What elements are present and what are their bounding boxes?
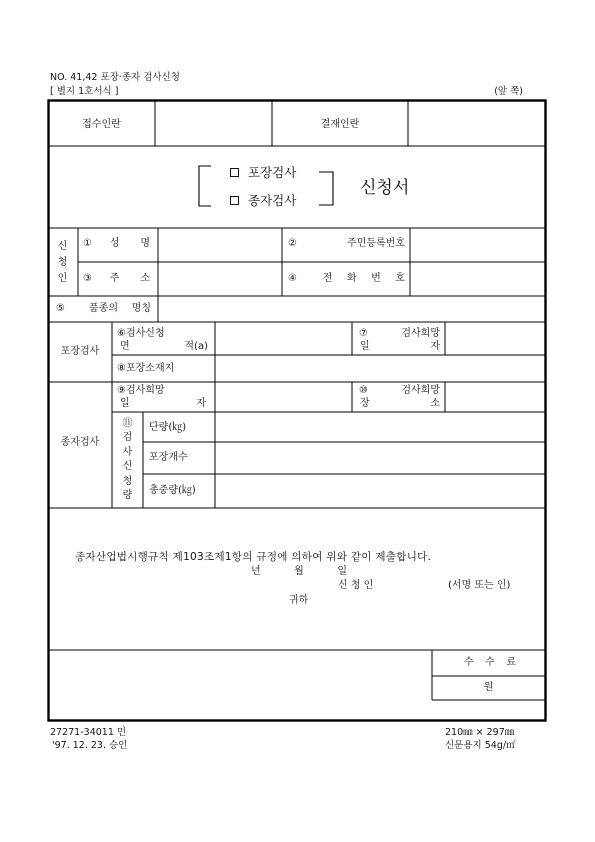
seed-desired-date-label-line2: 일 자 xyxy=(120,398,206,409)
inspection-area-label-line1: ⑥검사신청 xyxy=(117,328,165,339)
fee-stamp-area xyxy=(48,650,432,720)
package-count-label: 포장개수 xyxy=(149,452,188,463)
seed-desired-place-field xyxy=(445,382,545,412)
variety-name-field xyxy=(158,296,545,322)
resident-number-field xyxy=(410,228,545,262)
receipt-stamp-area xyxy=(155,101,272,146)
paper-size: 210㎜ × 297㎜ xyxy=(445,727,515,738)
packaging-inspection-section-label: 포장검사 xyxy=(60,346,100,357)
packaging-inspection-option: 포장검사 xyxy=(248,165,297,180)
receipt-stamp-label: 접수인란 xyxy=(82,119,121,130)
variety-name-label: ⑤ 품종의 명칭 xyxy=(56,303,151,314)
approval-stamp-area xyxy=(408,101,545,146)
inspection-area-label-line2: 면 적(a) xyxy=(120,341,208,352)
approval-date: '97. 12. 23. 승인 xyxy=(52,740,128,751)
form-code: 27271-34011 민 xyxy=(50,727,127,738)
packaging-desired-date-field xyxy=(445,322,545,355)
submission-date-line: 년 월 일 xyxy=(251,566,347,577)
seed-inspection-option: 종자검사 xyxy=(248,193,297,208)
packaging-inspection-checkbox xyxy=(230,168,239,177)
field-location-label: ⑧포장소재지 xyxy=(117,363,175,374)
packaging-desired-date-label-line2: 일 자 xyxy=(360,341,440,352)
address-label: ③주 소 xyxy=(83,273,150,284)
unit-weight-label: 단량(㎏) xyxy=(149,422,187,433)
resident-number-label: ② 주민등록번호 xyxy=(288,238,405,249)
phone-label: ④ 전 화 번 호 xyxy=(288,273,405,284)
seed-inspection-checkbox xyxy=(230,196,239,205)
applicant-section-label: 신청인 xyxy=(57,241,68,284)
package-count-field xyxy=(215,442,545,474)
name-field xyxy=(158,228,282,262)
requested-quantity-label: ⑪검사신청량 xyxy=(122,418,133,502)
fee-label: 수 수 료 xyxy=(464,657,516,668)
seed-desired-place-label-line1: ⑩ 검사희망 xyxy=(359,385,440,396)
title-bracket-right xyxy=(319,172,333,205)
title-bracket-left xyxy=(199,166,211,206)
address-field xyxy=(158,262,282,296)
addressee-label: 귀하 xyxy=(289,595,309,606)
seed-desired-date-label-line1: ⑨검사희망 xyxy=(117,385,165,396)
total-weight-label: 총중량(㎏) xyxy=(149,485,196,496)
phone-field xyxy=(410,262,545,296)
seed-desired-place-label-line2: 장 소 xyxy=(360,398,440,409)
approval-stamp-label: 결재인란 xyxy=(320,119,360,130)
seed-inspection-section-label: 종자검사 xyxy=(60,437,100,448)
form-annex-label: [ 별지 1호서식 ] xyxy=(50,86,119,97)
inspection-area-field xyxy=(215,322,352,355)
signature-note: (서명 또는 인) xyxy=(448,580,511,591)
packaging-desired-date-label-line1: ⑦ 검사희망 xyxy=(359,328,440,339)
total-weight-field xyxy=(215,474,545,508)
field-location-field xyxy=(215,355,545,382)
form-number: NO. 41,42 포장·종자 검사신청 xyxy=(50,72,180,83)
document-title: 신청서 xyxy=(360,178,410,198)
seed-desired-date-field xyxy=(215,382,352,412)
fee-unit: 원 xyxy=(483,682,494,693)
applicant-signature-label: 신 청 인 xyxy=(338,580,374,591)
page-side-label: (앞 쪽) xyxy=(494,86,523,97)
name-label: ①성 명 xyxy=(83,238,150,249)
paper-type: 신문용지 54g/㎡ xyxy=(445,740,516,751)
unit-weight-field xyxy=(215,412,545,442)
declaration-statement: 종자산업법시행규칙 제103조제1항의 규정에 의하여 위와 같이 제출합니다. xyxy=(75,551,432,563)
